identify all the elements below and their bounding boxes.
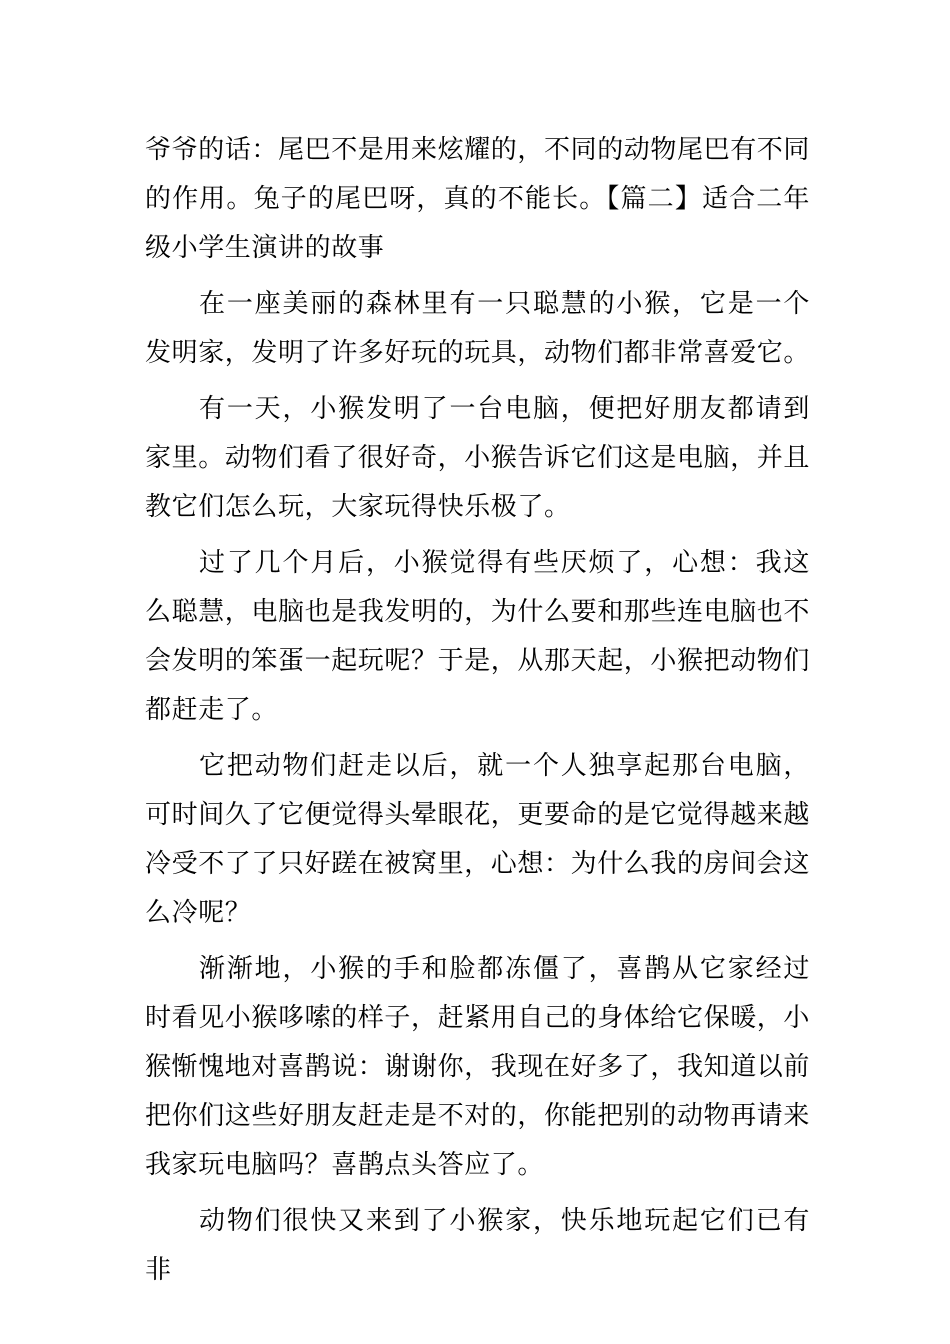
paragraph-friends-return: 动物们很快又来到了小猴家，快乐地玩起它们已有非 xyxy=(145,1206,810,1285)
paragraph-monkey-bored: 过了几个月后，小猴觉得有些厌烦了，心想：我这么聪慧，电脑也是我发明的，为什么要和那些连电脑也不会发明的笨蛋一起玩呢？于是，从那天起，小猴把动物们都赶走了。 xyxy=(145,548,811,725)
document-body xyxy=(145,126,810,1302)
paragraph-story-intro: 在一座美丽的森林里有一只聪慧的小猴，它是一个发明家，发明了许多好玩的玩具，动物们都非常喜爱它。 xyxy=(145,289,811,368)
paragraph-monkey-alone: 它把动物们赶走以后，就一个人独享起那台电脑，可时间久了它便觉得头晕眼花，更要命的是它觉得越来越冷受不了了只好蹉在被窝里，心想：为什么我的房间会这么冷呢？ xyxy=(145,751,811,928)
paragraph-computer-invented: 有一天，小猴发明了一台电脑，便把好朋友都请到家里。动物们看了很好奇，小猴告诉它们这是电脑，并且教它们怎么玩，大家玩得快乐极了。 xyxy=(145,394,811,522)
paragraph-continuation: 爷爷的话：尾巴不是用来炫耀的，不同的动物尾巴有不同的作用。兔子的尾巴呀，真的不能长。【篇二】适合二年级小学生演讲的故事 xyxy=(145,135,811,263)
paragraph-magpie-helps: 渐渐地，小猴的手和脸都冻僵了，喜鹊从它家经过时看见小猴哆嗦的样子，赶紧用自己的身体给它保暖，小猴惭愧地对喜鹊说：谢谢你，我现在好多了，我知道以前把你们这些好朋友赶走是不对的，你能把别的动物再请来我家玩电脑吗？喜鹊点头答应了。 xyxy=(145,954,811,1180)
